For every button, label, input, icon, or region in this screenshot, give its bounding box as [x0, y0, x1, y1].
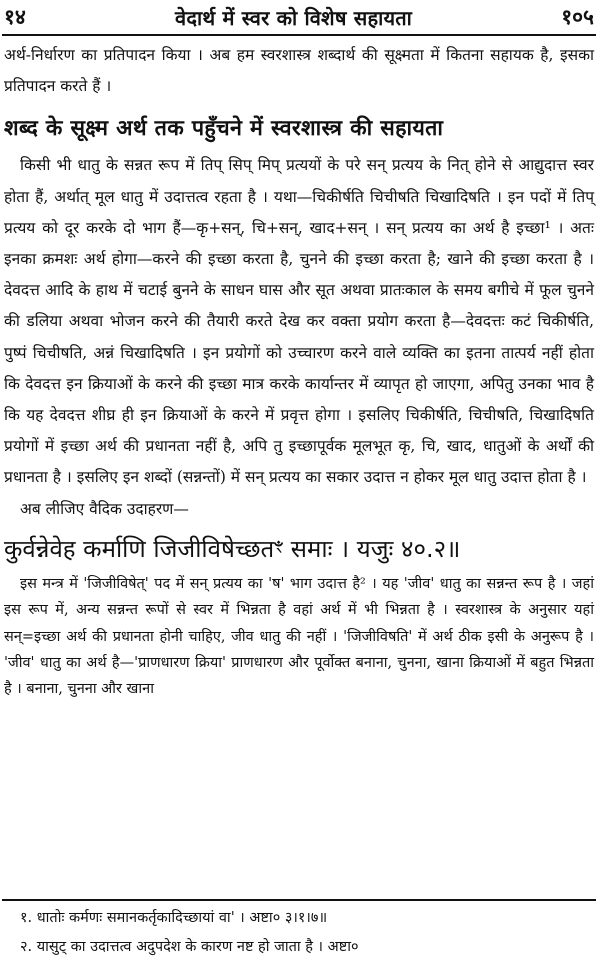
mantra-quote: कुर्वन्नेवेह कर्माणि जिजीविषेच्छतꣳ समाः । यजुः ४०.२॥ [4, 534, 461, 563]
page-number-left: १४ [4, 4, 26, 29]
header-rule [2, 34, 596, 36]
page-body [4, 40, 594, 703]
footnotes [20, 904, 594, 962]
page-header [4, 2, 594, 32]
page-number-right: १०५ [561, 4, 594, 29]
body-paragraph-1: किसी भी धातु के सन्नत रूप में तिप् सिप् मिप् प्रत्ययों के परे सन् प्रत्यय के नित् होने से आद्युदात्त स्वर होता हैं, अर्थात् मूल धातु में उदात्तत्व रहता है । यथा—चिकीर्षति चिचीषति चिखादिषति । इन पदों में तिप् प्रत्यय को दूर करके दो भाग हैं—कृ+सन्, चि+सन्, खाद+सन् । सन् प्रत्यय का अर्थ है इच्छा¹ । अतः इनका क्रमशः अर्थ होगा—करने की इच्छा करता है, चुनने की इच्छा करता है; खाने की इच्छा करता है । देवदत्त आदि के हाथ में चटाई बुनने के साधन घास और सूत अथवा प्रातःकाल के समय बगीचे में फूल चुनने की डलिया अथवा भोजन करने की तैयारी करते देख कर वक्ता प्रयोग करता है—देवदत्तः कटं चिकीर्षति, पुष्पं चिचीषति, अन्नं चिखादिषति । इन प्रयोगों को उच्चारण करने वाले व्यक्ति का इतना तात्पर्य नहीं होता कि देवदत्त इन क्रियाओं के करने की इच्छा मात्र करके कार्यान्तर में व्यापृत हो जाएगा, अपितु उनका भाव है कि यह देवदत्त शीघ्र ही इन क्रियाओं के करने में प्रवृत्त होगा । इसलिए चिकीर्षति, चिचीषति, चिखादिषति प्रयोगों में इच्छा अर्थ की प्रधानता नहीं है, अपि तु इच्छापूर्वक मूलभूत कृ, चि, खाद, धातुओं के अर्थों की प्रधानता है । इसलिए इन शब्दों (सन्नन्तों) में सन् प्रत्यय का सकार उदात्त न होकर मूल धातु उदात्त होता है । [4, 156, 595, 487]
vedic-example-intro: अब लीजिए वैदिक उदाहरण— [20, 499, 189, 518]
footnote-rule [2, 899, 596, 901]
footnote-2: २. यासुट् का उदात्तत्व अदुपदेश के कारण नष्ट हो जाता है । अष्टा० [20, 939, 359, 955]
intro-paragraph: अर्थ-निर्धारण का प्रतिपादन किया । अब हम स्वरशास्त्र शब्दार्थ की सूक्ष्मता में कितना सहायक है, इसका प्रतिपादन करते हैं । [4, 46, 594, 96]
running-title: वेदार्थ में स्वर को विशेष सहायता [175, 5, 413, 30]
footnote-1: १. धातोः कर्मणः समानकर्तृकादिच्छायां वा' । अष्टा० ३।१।७॥ [20, 910, 328, 926]
body-paragraph-2: इस मन्त्र में 'जिजीविषेत्' पद में सन् प्रत्यय का 'ष' भाग उदात्त है² । यह 'जीव' धातु का सन्नन्त रूप है । जहां इस रूप में, अन्य सन्नन्त रूपों से स्वर में भिन्नता है वहां अर्थ में भी भिन्नता है । स्वरशास्त्र के अनुसार यहां सन्=इच्छा अर्थ की प्रधानता होनी चाहिए, जीव धातु की नहीं । 'जिजीविषति' में अर्थ ठीक इसी के अनुरूप है । 'जीव' धातु का अर्थ है—'प्राणधारण क्रिया' प्राणधारण और पूर्वोक्त बनाना, चुनना, खाना क्रियाओं में बहुत भिन्नता है । बनाना, चुनना और खाना [4, 575, 594, 698]
section-heading: शब्द के सूक्ष्म अर्थ तक पहुँचने में स्वरशास्त्र की सहायता [4, 116, 444, 142]
